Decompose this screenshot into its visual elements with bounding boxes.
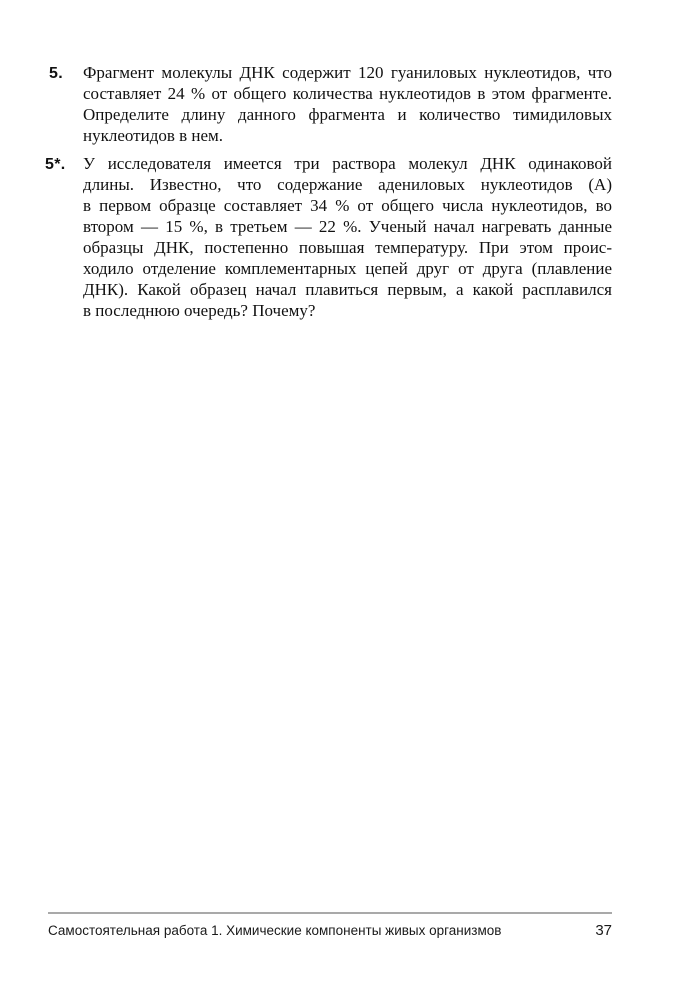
problem-text-line: ДНК). Какой образец начал плавиться первым, а какой расплавился (83, 280, 612, 299)
problem-text-line: нуклеотидов в нем. (83, 126, 224, 145)
problems-list (45, 62, 612, 321)
problem-number: 5. (49, 64, 63, 82)
problem-text-line: Определите длину данного фрагмента и количество тимидиловых (83, 105, 612, 124)
problem-number: 5*. (45, 155, 66, 173)
footer-row (48, 922, 612, 939)
footer-section-title: Самостоятельная работа 1. Химические компоненты живых организмов (48, 923, 502, 938)
problem-text-line: длины. Известно, что содержание адениловых нуклеотидов (А) (83, 175, 612, 194)
footer-rule (48, 912, 612, 914)
problem-text (83, 62, 612, 146)
problem-text-line: образцы ДНК, постепенно повышая температуру. При этом проис- (83, 238, 612, 257)
problem-text-line: в первом образце составляет 34 % от общего числа нуклеотидов, во (83, 196, 612, 215)
problem-item-5-star (45, 153, 612, 321)
problem-text-line: ходило отделение комплементарных цепей друг от друга (плавление (83, 259, 612, 278)
problem-text-line: в последнюю очередь? Почему? (83, 301, 316, 320)
problem-item-5 (49, 62, 612, 146)
footer-page-number: 37 (595, 922, 612, 939)
problem-text-line: составляет 24 % от общего количества нуклеотидов в этом фрагменте. (83, 84, 612, 103)
problem-text (83, 153, 612, 321)
problem-text-line: Фрагмент молекулы ДНК содержит 120 гуаниловых нуклеотидов, что (83, 63, 612, 82)
problem-text-line: У исследователя имеется три раствора молекул ДНК одинаковой (83, 154, 612, 173)
problem-text-line: втором — 15 %, в третьем — 22 %. Ученый начал нагревать данные (83, 217, 612, 236)
